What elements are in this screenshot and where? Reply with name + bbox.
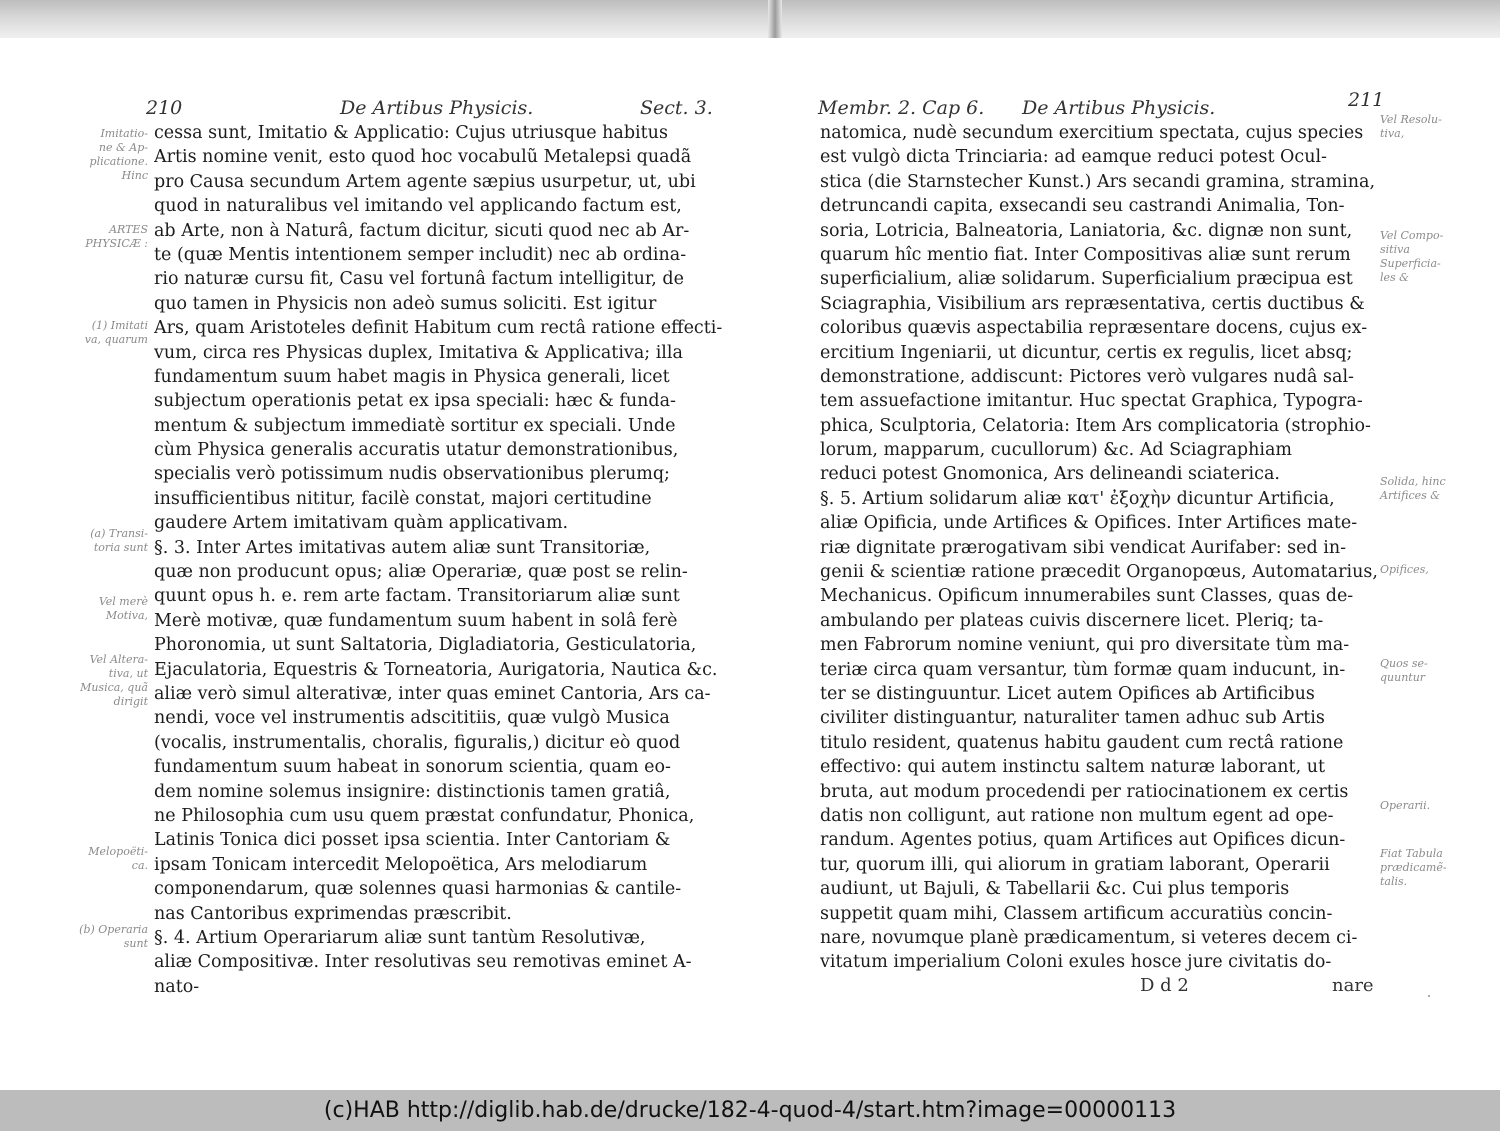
text-line: datis non colligunt, aut ratione non multum egent ad ope-: [820, 805, 1334, 826]
text-line: te (quæ Mentis intentionem semper includit) nec ab ordina-: [154, 244, 687, 265]
right-page-number: 211: [1348, 89, 1385, 111]
text-line: rio naturæ cursu fit, Casu vel fortunâ factum intelligitur, de: [154, 269, 684, 290]
text-line: componendarum, quæ solennes quasi harmonias & cantile-: [154, 879, 682, 900]
left-page-number: 210: [146, 97, 183, 119]
left-running-head: [60, 85, 740, 125]
right-running-title: De Artibus Physicis.: [1022, 97, 1216, 119]
margin-note: (1) Imitati va, quarum: [84, 319, 148, 346]
text-line: ipsam Tonicam intercedit Melopoëtica, Ars melodiarum: [154, 854, 648, 875]
text-line: subjectum operationis petat ex ipsa speciali: hæc & funda-: [154, 391, 676, 412]
text-line: Artis nomine venit, esto quod hoc vocabulũ Metalepsi quadã: [154, 147, 692, 168]
signature-mark: D d 2: [1140, 975, 1189, 996]
margin-note: (b) Operaria sunt: [79, 923, 148, 950]
text-line: quo tamen in Physicis non adeò sumus soliciti. Est igitur: [154, 293, 657, 314]
margin-note: Melopoëti- ca.: [88, 845, 148, 872]
copyright-footer: (c)HAB http://diglib.hab.de/drucke/182-4-quod-4/start.htm?image=00000113: [0, 1090, 1500, 1131]
text-line: specialis verò potissimum nudis observationibus plerumq;: [154, 464, 670, 485]
text-line: natomica, nudè secundum exercitium spectata, cujus species: [820, 123, 1364, 143]
text-line: §. 5. Artium solidarum aliæ κατ' ἐξοχὴν dicuntur Artificia,: [820, 488, 1335, 509]
text-line: Ejaculatoria, Equestris & Torneatoria, Aurigatoria, Nautica &c.: [154, 659, 718, 680]
text-line: mentum & subjectum immediatè sortitur ex speciali. Unde: [154, 415, 676, 436]
text-line: aliæ Opificia, unde Artifices & Opifices. Inter Artifices mate-: [820, 513, 1358, 534]
margin-note: Imitatio- ne & Ap- plicatione. Hinc: [89, 127, 148, 182]
margin-note: Vel Altera- tiva, ut Musica, quã dirigit: [80, 653, 148, 708]
text-line: Ars, quam Aristoteles definit Habitum cum rectâ ratione effecti-: [154, 318, 723, 339]
text-line: nas Cantoribus exprimendas præscribit.: [154, 903, 512, 924]
text-line: soria, Lotricia, Balneatoria, Laniatoria, &c. dignæ non sunt,: [820, 220, 1353, 241]
text-line: §. 4. Artium Operariarum aliæ sunt tantùm Resolutivæ,: [154, 927, 646, 948]
text-line: quunt opus h. e. rem arte factam. Transitoriarum aliæ sunt: [154, 586, 680, 607]
scan-speck: [1428, 995, 1430, 997]
margin-note: Opifices,: [1380, 563, 1429, 576]
text-line: ter se distinguuntur. Licet autem Opifices ab Artificibus: [820, 683, 1315, 704]
text-line: pro Causa secundum Artem agente sæpius usurpetur, ut, ubi: [154, 171, 696, 192]
text-line: cùm Physica generalis accuratis utatur demonstrationibus,: [154, 440, 679, 461]
text-line: suppetit quam mihi, Classem artificum accuratiùs concin-: [820, 903, 1333, 924]
margin-note: Quos se- quuntur: [1380, 657, 1428, 684]
text-line: tem assuefactione imitantur. Huc spectat Graphica, Typogra-: [820, 391, 1363, 412]
text-line: civiliter distinguantur, naturaliter tamen adhuc sub Artis: [820, 708, 1325, 729]
margin-note: Solida, hinc Artifices &: [1380, 475, 1446, 502]
text-line: insufficientibus nititur, facilè constat, majori certitudine: [154, 488, 652, 509]
catchword: nare: [1332, 975, 1374, 996]
margin-note: (a) Transi- toria sunt: [90, 527, 148, 554]
text-line: vitatum imperialium Coloni exules hosce jure civitatis do-: [820, 952, 1332, 973]
text-line: Merè motivæ, quæ fundamentum suum habent in solâ ferè: [154, 610, 678, 631]
text-line: phica, Sculptoria, Celatoria: Item Ars complicatoria (strophio-: [820, 415, 1371, 436]
left-section-ref: Sect. 3.: [640, 97, 713, 119]
text-line: genii & scientiæ ratione præcedit Organopœus, Automatarius,: [820, 562, 1378, 583]
text-line: effectivo: qui autem instinctu saltem naturæ laborant, ut: [820, 757, 1325, 778]
text-line: audiunt, ut Bajuli, & Tabellarii &c. Cui plus temporis: [820, 879, 1290, 900]
right-section-ref: Membr. 2. Cap 6.: [818, 97, 985, 119]
text-line: nato-: [154, 976, 200, 997]
text-line: ab Arte, non à Naturâ, factum dicitur, sicuti quod nec ab Ar-: [154, 220, 690, 241]
text-line: stica (die Starnstecher Kunst.) Ars secandi gramina, stramina,: [820, 171, 1376, 192]
left-body-text: [154, 121, 728, 999]
margin-note: Fiat Tabula prædicamẽ- talis.: [1380, 847, 1447, 888]
margin-note: Vel merè Motiva,: [98, 595, 148, 622]
margin-note: ARTES PHYSICÆ :: [85, 223, 148, 250]
text-line: coloribus quævis aspectabilia repræsentare docens, cujus ex-: [820, 318, 1368, 339]
text-line: nare, novumque planè prædicamentum, si veteres decem ci-: [820, 927, 1358, 948]
margin-note: Operarii.: [1380, 799, 1431, 812]
margin-note: Vel Compo- sitiva Superficia- les &: [1380, 229, 1444, 284]
text-line: nendi, voce vel instrumentis adscititiis, quæ vulgò Musica: [154, 708, 670, 729]
text-line: est vulgò dicta Trinciaria: ad eamque reduci potest Ocul-: [820, 147, 1327, 168]
text-line: quarum hîc mentio fiat. Inter Compositivas aliæ sunt rerum: [820, 244, 1351, 265]
right-body-text: [820, 121, 1386, 975]
text-line: superficialium, aliæ solidarum. Superficialium præcipua est: [820, 269, 1353, 290]
text-line: quæ non producunt opus; aliæ Operariæ, quæ post se relin-: [154, 562, 688, 583]
text-line: demonstratione, addiscunt: Pictores verò vulgares nudâ sal-: [820, 366, 1354, 387]
text-line: vum, circa res Physicas duplex, Imitativa & Applicativa; illa: [154, 342, 683, 363]
text-line: aliæ Compositivæ. Inter resolutivas seu remotivas eminet A-: [154, 952, 692, 973]
text-line: Mechanicus. Opificum innumerabiles sunt Classes, quas de-: [820, 586, 1354, 607]
right-running-head: [800, 85, 1480, 125]
text-line: Latinis Tonica dici posset ipsa scientia. Inter Cantoriam &: [154, 830, 671, 851]
text-line: §. 3. Inter Artes imitativas autem aliæ sunt Transitoriæ,: [154, 537, 651, 558]
text-line: (vocalis, instrumentalis, choralis, figuralis,) dicitur eò quod: [154, 732, 681, 753]
text-line: fundamentum suum habet magis in Physica generali, licet: [154, 366, 670, 387]
text-line: bruta, aut modum procedendi per ratiocinationem ex certis: [820, 781, 1349, 802]
scan-top-edge: [0, 0, 1500, 38]
text-line: reduci potest Gnomonica, Ars delineandi sciaterica.: [820, 464, 1280, 485]
text-line: aliæ verò simul alterativæ, inter quas eminet Cantoria, Ars ca-: [154, 683, 711, 704]
text-line: tur, quorum illi, qui aliorum in gratiam laborant, Operarii: [820, 854, 1330, 875]
text-line: dem nomine solemus insignire: distinctionis tamen gratiâ,: [154, 781, 671, 802]
text-line: riæ dignitate prærogativam sibi vendicat Aurifaber: sed in-: [820, 537, 1347, 558]
text-line: teriæ circa quam versantur, tùm formæ quam inducunt, in-: [820, 659, 1346, 680]
text-line: randum. Agentes potius, quam Artifices aut Opifices dicun-: [820, 830, 1346, 851]
text-line: ambulando per plateas cuivis discernere licet. Pleriq; ta-: [820, 610, 1324, 631]
text-line: ercitium Ingeniarii, ut dicuntur, certis ex regulis, licet absq;: [820, 342, 1353, 363]
text-line: quod in naturalibus vel imitando vel applicando factum est,: [154, 196, 682, 217]
book-gutter: [768, 0, 782, 38]
text-line: men Fabrorum nomine veniunt, qui pro diversitate tùm ma-: [820, 635, 1350, 656]
text-line: ne Philosophia cum usu quem præstat confundatur, Phonica,: [154, 805, 695, 826]
text-line: detruncandi capita, exsecandi seu castrandi Animalia, Ton-: [820, 196, 1345, 217]
text-line: cessa sunt, Imitatio & Applicatio: Cujus utriusque habitus: [154, 123, 668, 143]
text-line: lorum, mapparum, cucullorum) &c. Ad Sciagraphiam: [820, 440, 1293, 461]
left-running-title: De Artibus Physicis.: [340, 97, 534, 119]
text-line: Sciagraphia, Visibilium ars repræsentativa, certis ductibus &: [820, 293, 1365, 314]
text-line: Phoronomia, ut sunt Saltatoria, Digladiatoria, Gesticulatoria,: [154, 635, 697, 656]
margin-note: Vel Resolu- tiva,: [1380, 113, 1442, 140]
text-line: fundamentum suum habeat in sonorum scientia, quam eo-: [154, 757, 671, 778]
text-line: titulo resident, quatenus habitu gaudent cum rectâ ratione: [820, 732, 1344, 753]
text-line: gaudere Artem imitativam quàm applicativam.: [154, 513, 569, 534]
